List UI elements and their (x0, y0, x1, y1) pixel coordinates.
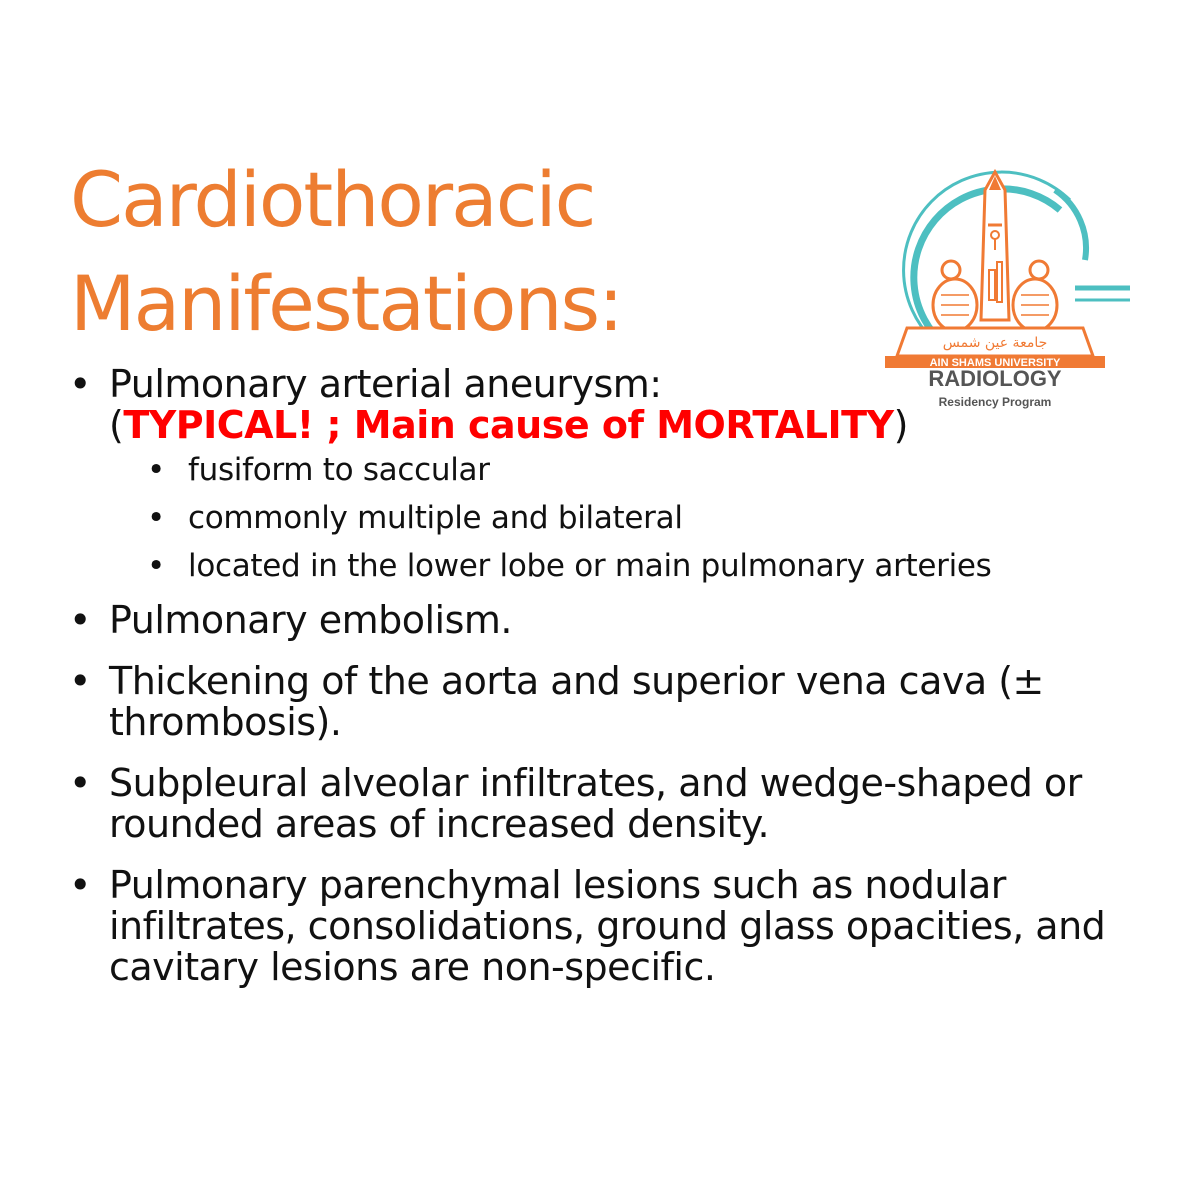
sub-bullet-item: • fusiform to saccular (109, 452, 1165, 488)
sub-bullet-item: • commonly multiple and bilateral (109, 500, 1165, 536)
logo-university-text: AIN SHAMS UNIVERSITY (929, 357, 1061, 369)
sub-bullet-item: • located in the lower lobe or main pulmonary arteries (109, 548, 1165, 584)
bullet-pulmonary-aneurysm (65, 364, 1165, 584)
logo-arabic-text: جامعة عين شمس (942, 335, 1048, 351)
sub-bullet-list (109, 452, 1165, 584)
bullet-1-close: ) (893, 403, 908, 447)
bullet-subpleural-infiltrates: • Subpleural alveolar infiltrates, and wedge-shaped or rounded areas of increased density. (65, 763, 1165, 845)
logo-program: Residency Program (938, 395, 1052, 409)
slide-body (65, 364, 1165, 1008)
logo-department: RADIOLOGY (928, 366, 1062, 391)
bullet-1-text: Pulmonary arterial aneurysm: (109, 362, 662, 406)
bullet-pulmonary-embolism: • Pulmonary embolism. (65, 600, 1165, 641)
title-line-1: Cardiothoracic (70, 155, 595, 244)
bullet-list (65, 364, 1165, 988)
title-line-2: Manifestations: (70, 259, 622, 348)
bullet-1-emphasis: TYPICAL! ; Main cause of MORTALITY (123, 403, 894, 447)
bullet-aorta-thickening: • Thickening of the aorta and superior vena cava (± thrombosis). (65, 661, 1165, 743)
slide-title (70, 148, 830, 356)
bullet-1-open: ( (109, 403, 124, 447)
bullet-parenchymal-lesions: • Pulmonary parenchymal lesions such as nodular infiltrates, consolidations, ground glass opacities, and cavitary lesions are non-specific. (65, 865, 1165, 988)
